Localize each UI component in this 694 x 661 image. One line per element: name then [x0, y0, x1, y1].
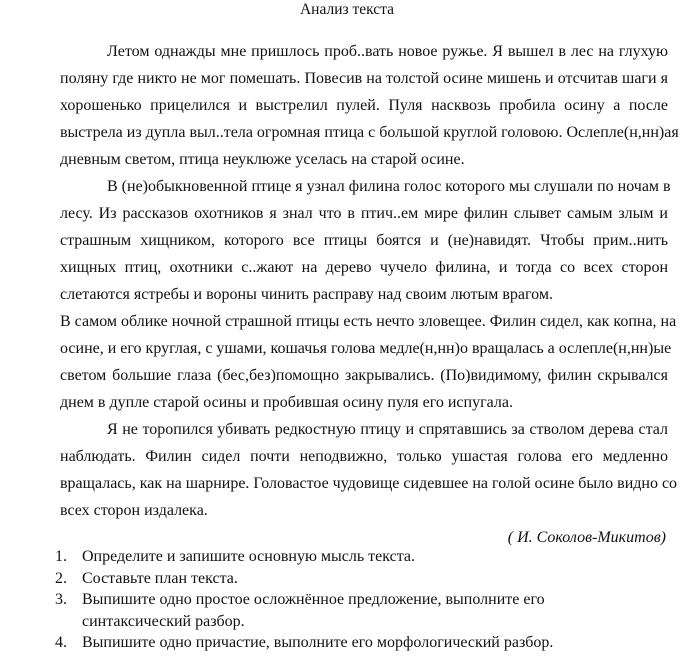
task-item	[52, 589, 672, 632]
paragraph	[60, 173, 671, 308]
task-number: 1.	[55, 548, 67, 565]
text-line: вращалась, как на шарнире. Головастое чудовище сидевшее на голой осине было видно со	[60, 475, 678, 492]
task-line: Определите и запишите основную мысль текста.	[82, 548, 416, 565]
paragraph	[60, 416, 678, 524]
text-line: В (не)обыкновенной птице я узнал филина голос которого мы слушали по ночам в	[107, 178, 671, 195]
text-line: В самом облике ночной страшной птицы есть нечто зловещее. Филин сидел, как копна, на	[60, 313, 677, 330]
task-text	[82, 589, 672, 632]
task-item	[52, 632, 672, 654]
task-text	[82, 546, 672, 568]
task-line: Составьте план текста.	[82, 569, 238, 587]
text-line: лесу. Из рассказов охотников я знал что в птич..ем мире филин слывет самым злым и	[60, 205, 668, 222]
text-line: днем в дупле старой осины и пробившая осину пуля его испугала.	[60, 394, 513, 411]
paragraph	[60, 308, 677, 416]
text-line: Я не торопился убивать редкостную птицу и спрятавшись за стволом дерева стал	[107, 421, 668, 438]
text-line: наблюдать. Филин сидел почти неподвижно, только ушастая голова его медленно	[60, 448, 668, 465]
task-number: 3.	[55, 591, 67, 608]
task-text	[82, 568, 672, 590]
task-line: синтаксический разбор.	[82, 612, 245, 630]
text-line: осине, и его круглая, с ушами, кошачья голова медле(н,нн)о вращалась а ослепле(н,нн)ые	[60, 340, 672, 357]
text-line: светом большие глаза (бес,без)помощно закрывались. (По)видимому, филин скрывался	[60, 367, 668, 384]
text-line: всех сторон издалека.	[60, 502, 208, 519]
task-number: 2.	[55, 569, 67, 587]
text-line: слетаются ястребы и вороны чинить расправу над своим лютым врагом.	[60, 286, 553, 303]
author-attribution: ( И. Соколов-Микитов)	[507, 529, 666, 546]
task-text	[82, 632, 672, 654]
text-line: Летом однажды мне пришлось проб..вать новое ружье. Я вышел в лес на глухую	[107, 43, 668, 60]
task-line: Выпишите одно причастие, выполните его морфологический разбор.	[82, 634, 554, 651]
text-body	[60, 38, 679, 551]
task-item	[52, 568, 672, 590]
paragraph	[60, 38, 679, 173]
task-line: Выпишите одно простое осложнённое предложение, выполните его	[82, 591, 545, 608]
text-line: страшным хищником, которого все птицы боятся и (не)навидят. Чтобы прим..нить	[60, 232, 668, 249]
document-title: Анализ текста	[299, 1, 395, 18]
task-number: 4.	[55, 634, 67, 651]
text-line: выстрела из дупла выл..тела огромная птица с большой круглой головою. Ослепле(н,нн)ая	[60, 124, 679, 141]
task-item	[52, 546, 672, 568]
task-list	[52, 546, 672, 654]
text-line: хищных птиц, охотники с..жают на дерево чучело филина, и тогда со всех сторон	[60, 259, 668, 276]
text-line: дневным светом, птица неуклюже уселась на старой осине.	[60, 151, 465, 168]
text-line: поляну где никто не мог помешать. Повесив на толстой осине мишень и отсчитав шаги я	[60, 70, 668, 87]
text-line: хорошенько прицелился и выстрелил пулей. Пуля насквозь пробила осину а после	[60, 97, 668, 114]
